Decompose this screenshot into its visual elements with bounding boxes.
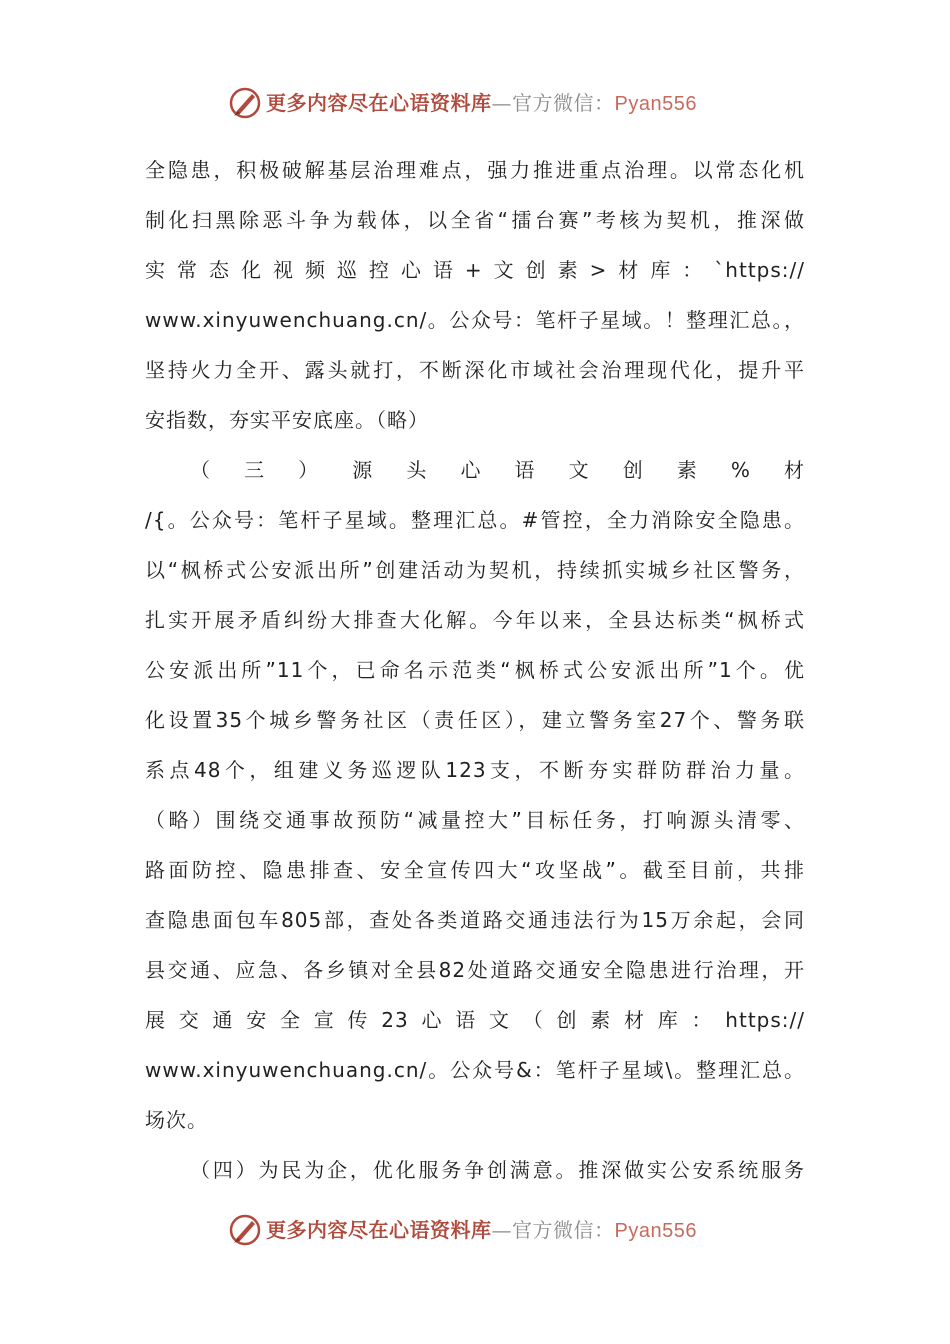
text-line: 系点48个，组建义务巡逻队123支，不断夯实群防群治力量。 — [145, 758, 805, 782]
text-line: 县交通、应急、各乡镇对全县82处道路交通安全隐患进行治理，开 — [145, 958, 805, 982]
pen-logo-icon — [228, 86, 262, 120]
pen-logo-icon — [228, 1213, 262, 1247]
footer-banner — [0, 1211, 950, 1251]
text-line: 化设置35个城乡警务社区（责任区），建立警务室27个、警务联 — [145, 708, 805, 732]
text-line: （略）围绕交通事故预防“减量控大”目标任务，打响源头清零、 — [145, 808, 805, 832]
text-line: 全隐患，积极破解基层治理难点，强力推进重点治理。以常态化机 — [145, 158, 805, 182]
banner-label: —官方微信： — [491, 1218, 615, 1242]
text-line: 以“枫桥式公安派出所”创建活动为契机，持续抓实城乡社区警务， — [145, 558, 805, 582]
text-line: （四）为民为企，优化服务争创满意。推深做实公安系统服务 — [190, 1158, 805, 1182]
text-line: 展交通安全宣传23心语文（创素材库：https:// — [145, 1008, 805, 1032]
header-banner — [0, 84, 950, 124]
text-line: 坚持火力全开、露头就打，不断深化市域社会治理现代化，提升平 — [145, 358, 805, 382]
banner-text — [266, 1217, 697, 1244]
banner-wechat-id: Pyan556 — [614, 1220, 697, 1242]
text-line: /{。公众号：笔杆子星域。整理汇总。#管控，全力消除安全隐患。 — [145, 508, 805, 532]
banner-brand: 更多内容尽在心语资料库 — [266, 91, 492, 115]
text-line: 制化扫黑除恶斗争为载体，以全省“擂台赛”考核为契机，推深做 — [145, 208, 805, 232]
document-body — [145, 145, 805, 1195]
text-line: www.xinyuwenchuang.cn/。公众号：笔杆子星域。！整理汇总。， — [145, 308, 805, 332]
text-line: 安指数，夯实平安底座。（略） — [145, 408, 429, 432]
banner-text — [266, 90, 697, 117]
text-line: 路面防控、隐患排查、安全宣传四大“攻坚战”。截至目前，共排 — [145, 858, 805, 882]
banner-brand: 更多内容尽在心语资料库 — [266, 1218, 492, 1242]
text-line: 扎实开展矛盾纠纷大排查大化解。今年以来，全县达标类“枫桥式 — [145, 608, 805, 632]
banner-label: —官方微信： — [491, 91, 615, 115]
text-line: （三）源头心语文创素%材 — [190, 458, 805, 482]
banner-wechat-id: Pyan556 — [614, 93, 697, 115]
text-line: 场次。 — [145, 1108, 208, 1132]
text-line: 查隐患面包车805部，查处各类道路交通违法行为15万余起，会同 — [145, 908, 805, 932]
text-line: 实常态化视频巡控心语+文创素>材库：`https:// — [145, 258, 805, 282]
text-line: 公安派出所”11个，已命名示范类“枫桥式公安派出所”1个。优 — [145, 658, 805, 682]
text-line: www.xinyuwenchuang.cn/。公众号&：笔杆子星域\。整理汇总。 — [145, 1058, 805, 1082]
